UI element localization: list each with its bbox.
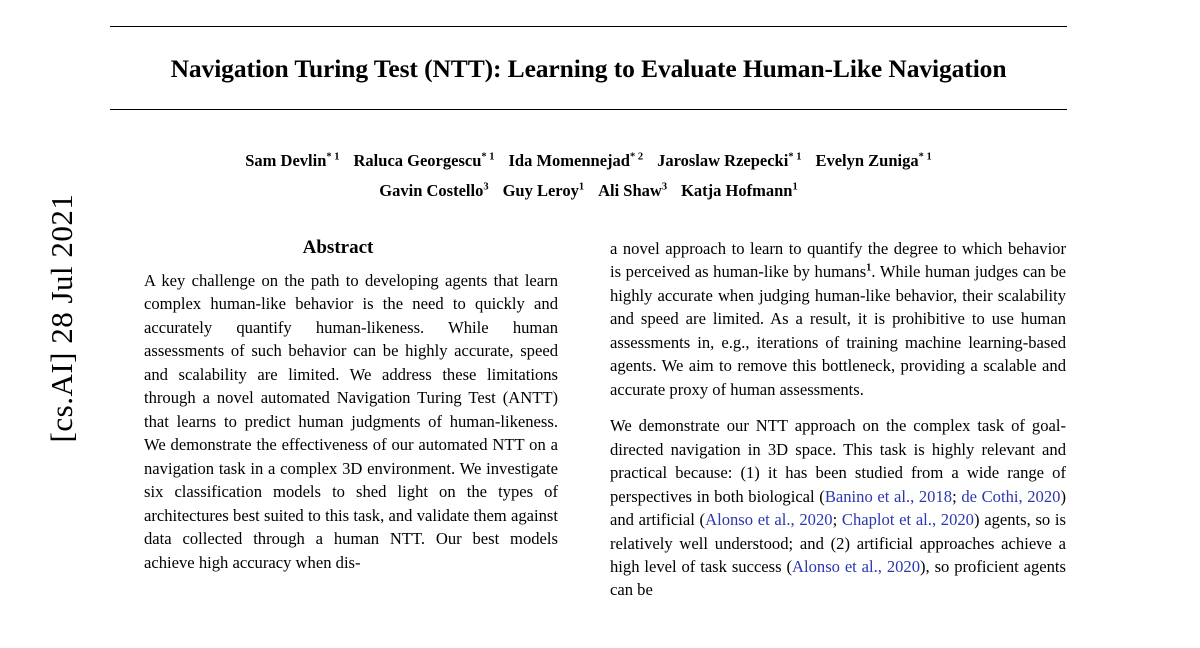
author: Guy Leroy$^1$ [502,181,585,201]
author: Sam Devlin$^{* 1}$ [245,150,340,170]
author: Katja Hofmann$^1$ [681,181,798,201]
paper-page [110,0,1067,648]
right-column [610,237,1066,602]
title-top-rule [110,26,1067,27]
abstract-paragraph: A key challenge on the path to developing agents that learn complex human-like behavior is the need to quickly and accurately quantify human-likeness. While human assessments of such behavior can be highly accurate, speed and scalability are limited. We address these limitations through a novel automated Navigation Turing Test (ANTT) that learns to predict human judgments of human-likeness. We demonstrate the effectiveness of our automated NTT on a navigation task in a complex 3D environment. We investigate six classification models to shed light on the types of architectures best suited to this task, and validate them against data collected through a human NTT. Our best models achieve high accuracy when dis- [144,270,558,572]
citation-link-alonso-2020-a[interactable]: Alonso et al., 2020 [705,510,833,530]
citation-link-banino-2018[interactable]: Banino et al., 2018 [824,486,953,506]
author-line-1 [110,146,1067,177]
title-bottom-rule [110,109,1067,110]
author: Ali Shaw$^3$ [598,181,668,201]
author-marks: * 2 [629,151,644,163]
two-column-body [110,237,1067,602]
author-marks: * 1 [918,151,932,163]
author: Ida Momennejad$^{* 2}$ [508,150,644,170]
author: Evelyn Zuniga$^{* 1}$ [815,150,932,170]
abstract-body [110,269,566,574]
page-title: Navigation Turing Test (NTT): Learning to Evaluate Human-Like Navigation [170,54,1007,83]
arxiv-vertical-stamp: [cs.AI] 28 Jul 2021 [44,193,79,443]
footnote-marker: 1 [866,262,872,274]
author-marks: 1 [578,181,585,193]
author: Raluca Georgescu$^{* 1}$ [353,150,495,170]
author-line-2 [110,176,1067,207]
citation-link-chaplot-2020[interactable]: Chaplot et al., 2020 [841,510,974,530]
author-marks: 3 [661,181,668,193]
abstract-heading: Abstract [302,236,374,258]
author-marks: * 1 [326,151,340,163]
author-marks: 3 [483,181,489,193]
author-marks: * 1 [481,151,495,163]
intro-paragraph-2: We demonstrate our NTT approach on the complex task of goal-directed navigation in 3D space. This task is highly relevant and practical because: (1) it has been studied from a wide range of perspectives in both biological (Banino et al., 2018; de Cothi, 2020) and artificial (Alonso et al., 2020; Chaplot et al., 2020) agents, so is relatively well understood; and (2) artificial approaches achieve a high level of task success (Alonso et al., 2020), so proficient agents can be [610,416,1066,600]
author: Gavin Costello$^3$ [379,181,489,201]
author-marks: * 1 [788,151,802,163]
citation-link-alonso-2020-b[interactable]: Alonso et al., 2020 [792,557,921,576]
left-column [110,237,566,602]
author-marks: 1 [792,181,798,193]
intro-paragraph-1: a novel approach to learn to quantify the degree to which behavior is perceived as human-like by humans$^1$. While human judges can be highly accurate when judging human-like behavior, their scalability and speed are limited. As a result, it is prohibitive to use human assessments in, e.g., iterations of training machine learning-based agents. We aim to remove this bottleneck, providing a scalable and accurate proxy of human assessments. [610,238,1066,399]
author-list [110,146,1067,207]
author: Jaroslaw Rzepecki$^{* 1}$ [657,150,802,170]
citation-link-de-cothi-2020[interactable]: de Cothi, 2020 [961,486,1061,506]
